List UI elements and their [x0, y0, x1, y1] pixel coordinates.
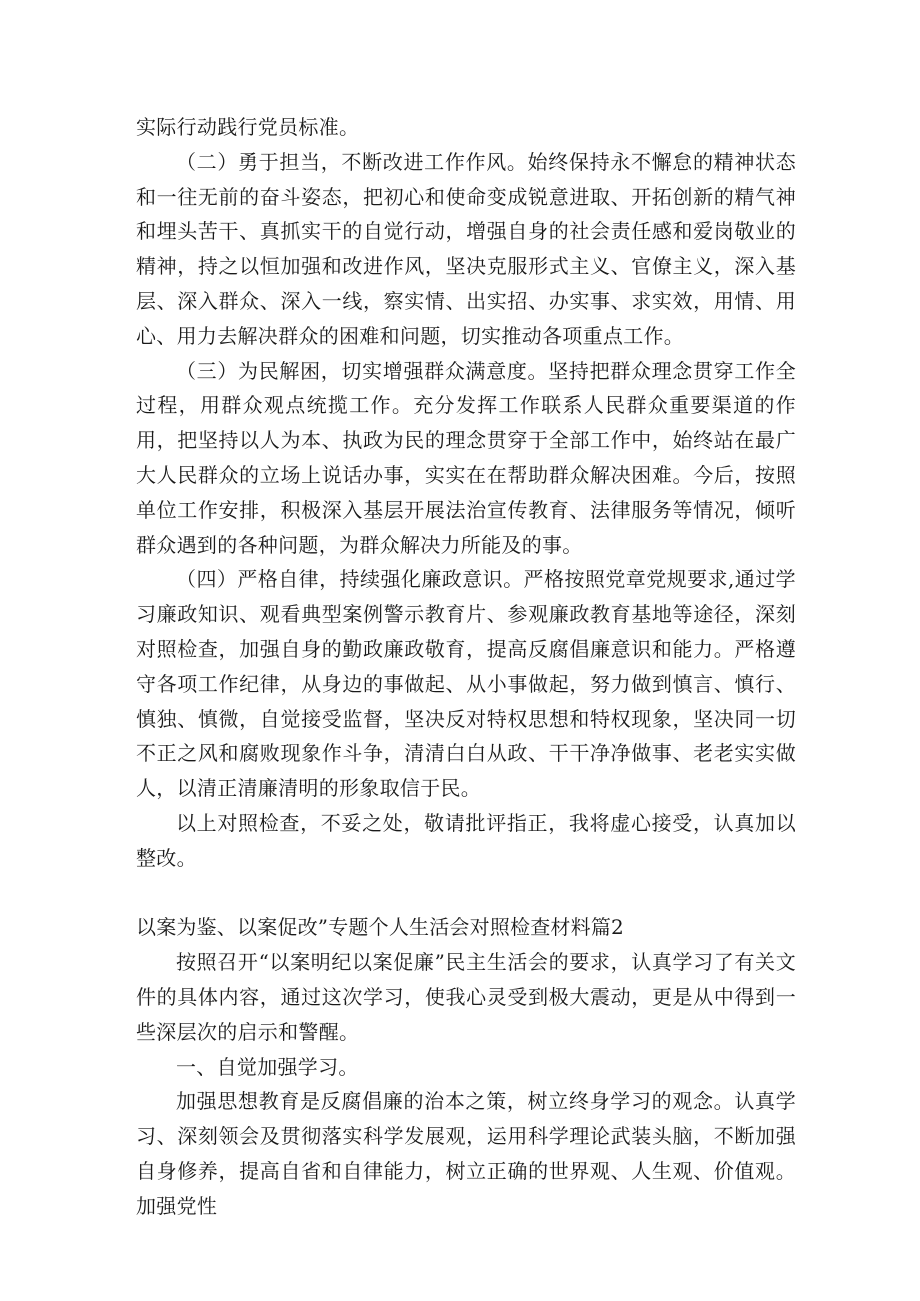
paragraph-item-2: （二）勇于担当，不断改进工作作风。始终保持永不懈怠的精神状态和一往无前的奋斗姿态，把初心和使命变成锐意进取、开拓创新的精气神和埋头苦干、真抓实干的自觉行动，增强自身的社会责任感和爱岗敬业的精神，持之以恒加强和改进作风，坚决克服形式主义、官僚主义，深入基层、深入群众、深入一线，察实情、出实招、办实事、求实效，用情、用心、用力去解决群众的困难和问题，切实推动各项重点工作。	[136, 149, 796, 348]
paragraph-closing: 以上对照检查，不妥之处，敬请批评指正，我将虚心接受，认真加以整改。	[136, 810, 796, 870]
paragraph-item-4: （四）严格自律，持续强化廉政意识。严格按照党章党规要求,通过学习廉政知识、观看典型案例警示教育片、参观廉政教育基地等途径，深刻对照检查，加强自身的勤政廉政敬育，提高反腐倡廉意识和能力。严格遵守各项工作纪律，从身边的事做起、从小事做起，努力做到慎言、慎行、慎独、慎微，自觉接受监督，坚决反对特权思想和特权现象，坚决同一切不正之风和腐败现象作斗争，清清白白从政、干干净净做事、老老实实做人，以清正清廉清明的形象取信于民。	[136, 567, 796, 801]
section-title: 以案为鉴、以案促改”专题个人生活会对照检查材料篇2	[136, 915, 624, 940]
section-paragraph-body: 加强思想教育是反腐倡廉的治本之策，树立终身学习的观念。认真学习、深刻领会及贯彻落实科学发展观，运用科学理论武装头脑，不断加强自身修养，提高自省和自律能力，树立正确的世界观、人生观、价值观。加强党性	[136, 1089, 796, 1218]
paragraph-item-3: （三）为民解困，切实增强群众满意度。坚持把群众理念贯穿工作全过程，用群众观点统揽工作。充分发挥工作联系人民群众重要渠道的作用，把坚持以人为本、执政为民的理念贯穿于全部工作中，始终站在最广大人民群众的立场上说话办事，实实在在帮助群众解决困难。今后，按照单位工作安排，积极深入基层开展法治宣传教育、法律服务等情况，倾听群众遇到的各种问题，为群众解决力所能及的事。	[136, 358, 796, 557]
section-paragraph-intro: 按照召开“以案明纪以案促廉”民主生活会的要求，认真学习了有关文件的具体内容，通过这次学习，使我心灵受到极大震动，更是从中得到一些深层次的启示和警醒。	[136, 950, 796, 1044]
section-gap	[136, 876, 796, 911]
section-subheading: 一、自觉加强学习。	[176, 1054, 359, 1079]
document-body	[136, 110, 796, 1224]
paragraph-continuation: 实际行动践行党员标准。	[136, 115, 360, 139]
